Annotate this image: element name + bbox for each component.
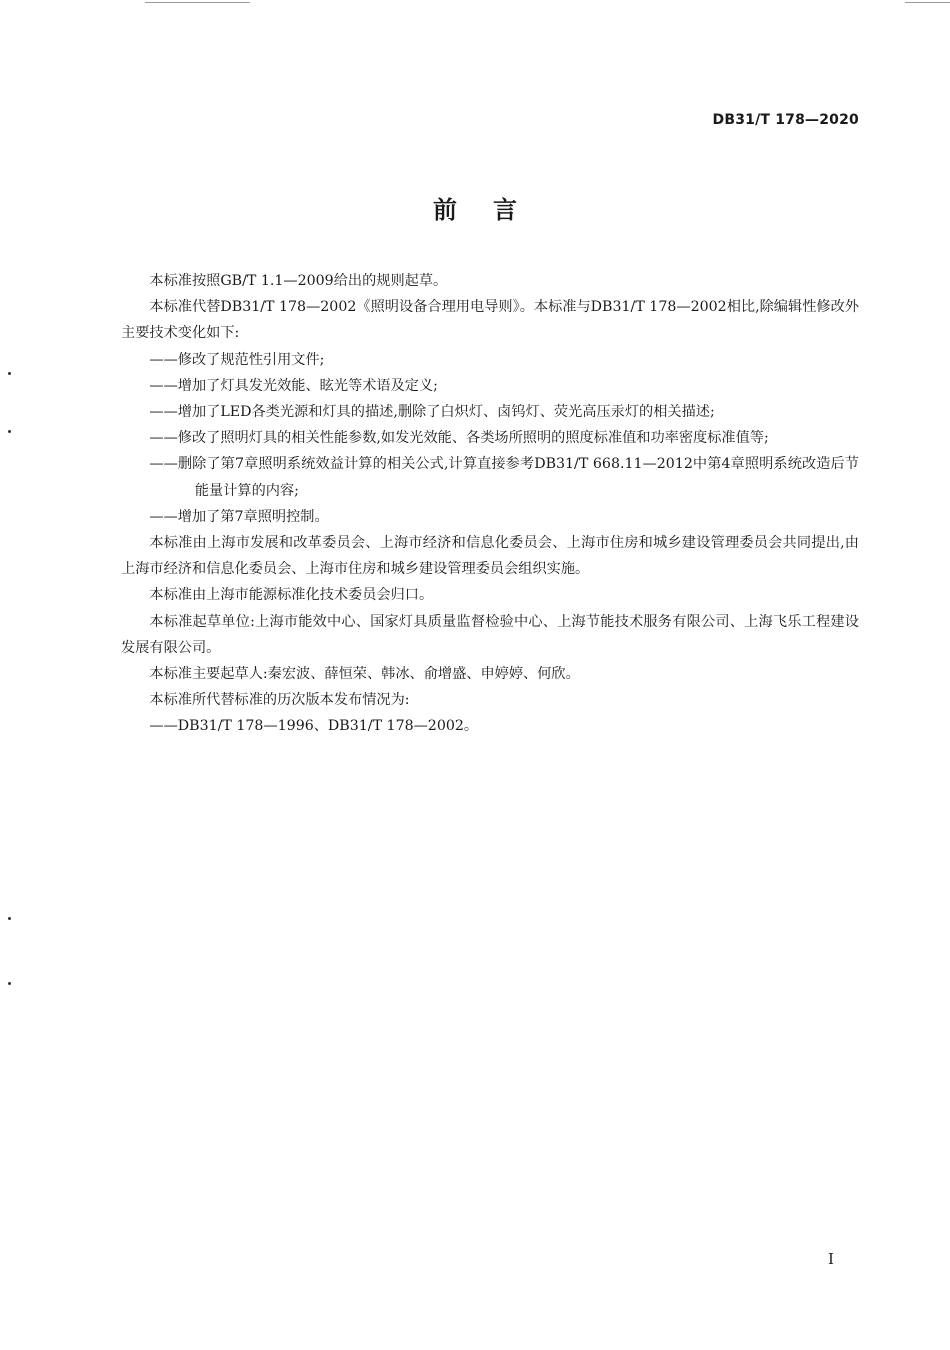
scan-artifact-line — [905, 2, 950, 3]
scan-artifact-dot — [8, 372, 11, 375]
paragraph-drafters: 本标准主要起草人:秦宏波、薛恒荣、韩冰、俞增盛、申婷婷、何欣。 — [149, 666, 580, 683]
change-item: ——修改了规范性引用文件; — [149, 351, 325, 368]
change-item: ——修改了照明灯具的相关性能参数,如发光效能、各类场所照明的照度标准值和功率密度标准值等; — [149, 430, 769, 447]
foreword-body — [121, 268, 859, 740]
paragraph-history-intro: 本标准所代替标准的历次版本发布情况为: — [149, 692, 410, 709]
scan-artifact-dot — [8, 917, 11, 920]
paragraph-drafting-units: 本标准起草单位:上海市能效中心、国家灯具质量监督检验中心、上海节能技术服务有限公司、上海飞乐工程建设发展有限公司。 — [121, 613, 859, 656]
scan-artifact-dot — [8, 430, 11, 433]
paragraph-replacement: 本标准代替DB31/T 178—2002《照明设备合理用电导则》。本标准与DB31/T 178—2002相比,除编辑性修改外主要技术变化如下: — [121, 299, 859, 342]
change-item: ——增加了第7章照明控制。 — [149, 508, 329, 525]
change-item: ——增加了灯具发光效能、眩光等术语及定义; — [149, 377, 438, 394]
paragraph-proposer: 本标准由上海市发展和改革委员会、上海市经济和信息化委员会、上海市住房和城乡建设管理委员会共同提出,由上海市经济和信息化委员会、上海市住房和城乡建设管理委员会组织实施。 — [121, 535, 859, 578]
standard-number: DB31/T 178—2020 — [712, 112, 859, 128]
change-item: ——删除了第7章照明系统效益计算的相关公式,计算直接参考DB31/T 668.11—2012中第4章照明系统改造后节能量计算的内容; — [149, 456, 859, 499]
history-item: ——DB31/T 178—1996、DB31/T 178—2002。 — [149, 718, 479, 735]
paragraph-drafting-rules: 本标准按照GB/T 1.1—2009给出的规则起草。 — [149, 273, 448, 289]
page-number: I — [828, 1250, 834, 1268]
scan-artifact-line — [145, 2, 250, 3]
paragraph-committee: 本标准由上海市能源标准化技术委员会归口。 — [149, 587, 434, 604]
scan-artifact-dot — [8, 982, 11, 985]
change-item: ——增加了LED各类光源和灯具的描述,删除了白炽灯、卤钨灯、荧光高压汞灯的相关描述; — [149, 404, 715, 421]
page-title: 前言 — [433, 196, 553, 224]
